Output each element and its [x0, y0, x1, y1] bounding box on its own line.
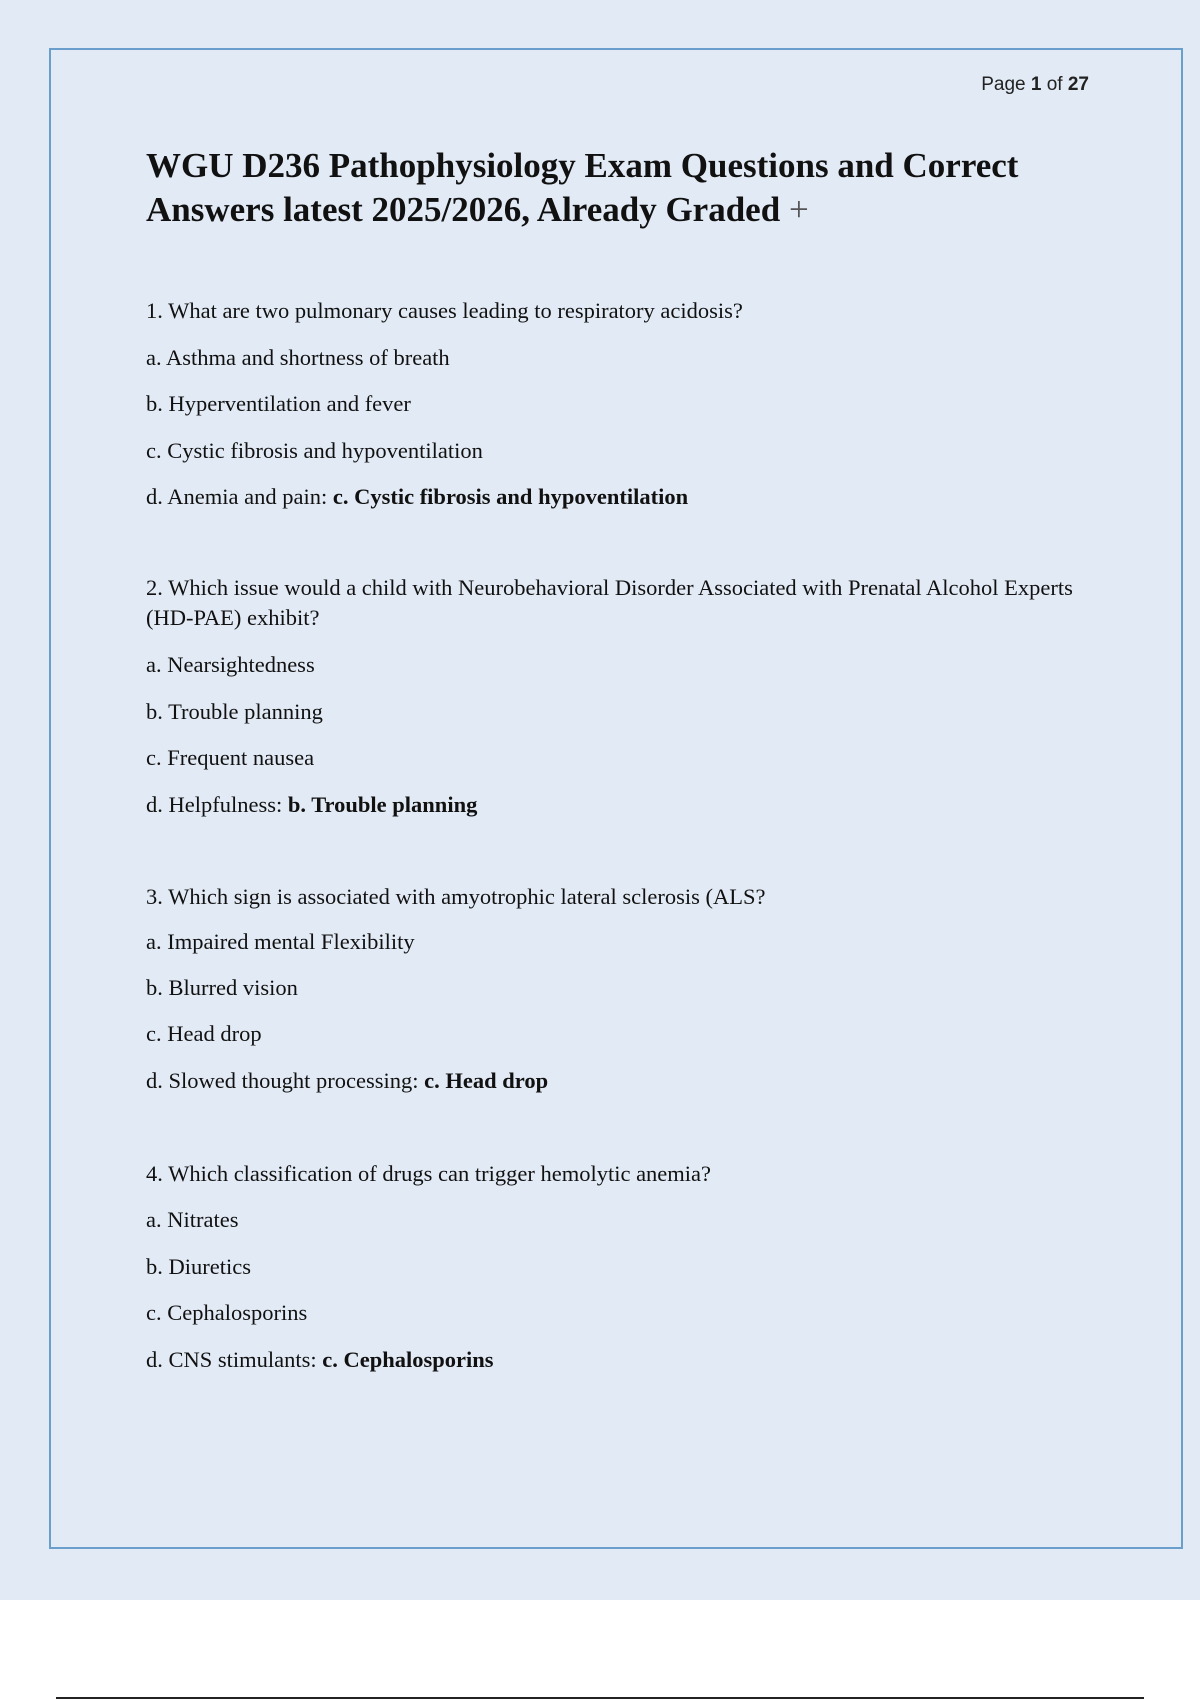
- correct-answer: c. Cystic fibrosis and hypoventilation: [332, 484, 689, 509]
- option-d: d. Helpfulness:: [146, 792, 283, 817]
- correct-answer: c. Head drop: [424, 1068, 549, 1093]
- option-c: c. Cephalosporins: [146, 1300, 308, 1325]
- page-of-label: of: [1046, 74, 1063, 95]
- option-a: a. Asthma and shortness of breath: [146, 345, 450, 370]
- option-b: b. Diuretics: [146, 1254, 251, 1279]
- question-text: 3. Which sign is associated with amyotrophic lateral sclerosis (ALS?: [146, 884, 766, 909]
- option-a: a. Impaired mental Flexibility: [146, 929, 415, 954]
- option-d: d. Anemia and pain:: [146, 484, 328, 509]
- page-label: Page: [981, 74, 1026, 95]
- correct-answer: b. Trouble planning: [287, 792, 478, 817]
- document-title-text: WGU D236 Pathophysiology Exam Questions and Correct Answers latest 2025/2026, Already Graded: [146, 146, 1019, 229]
- option-d-with-answer: [146, 482, 688, 512]
- option-d: d. Slowed thought processing:: [146, 1068, 419, 1093]
- option-b: b. Blurred vision: [146, 975, 298, 1000]
- option-c: c. Head drop: [146, 1021, 262, 1046]
- option-b: b. Hyperventilation and fever: [146, 391, 411, 416]
- correct-answer: c. Cephalosporins: [322, 1347, 494, 1372]
- question-text: 1. What are two pulmonary causes leading to respiratory acidosis?: [146, 298, 743, 323]
- question-text: 4. Which classification of drugs can trigger hemolytic anemia?: [146, 1161, 712, 1186]
- title-plus: +: [788, 190, 809, 229]
- option-d-with-answer: [146, 1345, 494, 1375]
- page-current: 1: [1030, 74, 1042, 95]
- page-divider: [56, 1697, 1144, 1699]
- option-c: c. Cystic fibrosis and hypoventilation: [146, 438, 483, 463]
- option-a: a. Nitrates: [146, 1207, 239, 1232]
- question-text: 2. Which issue would a child with Neurobehavioral Disorder Associated with Prenatal Alcohol Experts (HD-PAE) exhibit?: [146, 575, 1073, 630]
- option-d-with-answer: [146, 1066, 548, 1096]
- option-b: b. Trouble planning: [146, 699, 323, 724]
- option-d: d. CNS stimulants:: [146, 1347, 317, 1372]
- page-number: [981, 74, 1089, 96]
- option-a: a. Nearsightedness: [146, 652, 315, 677]
- page-total: 27: [1067, 74, 1089, 95]
- option-c: c. Frequent nausea: [146, 745, 315, 770]
- option-d-with-answer: [146, 790, 477, 820]
- document-title: [146, 144, 1096, 232]
